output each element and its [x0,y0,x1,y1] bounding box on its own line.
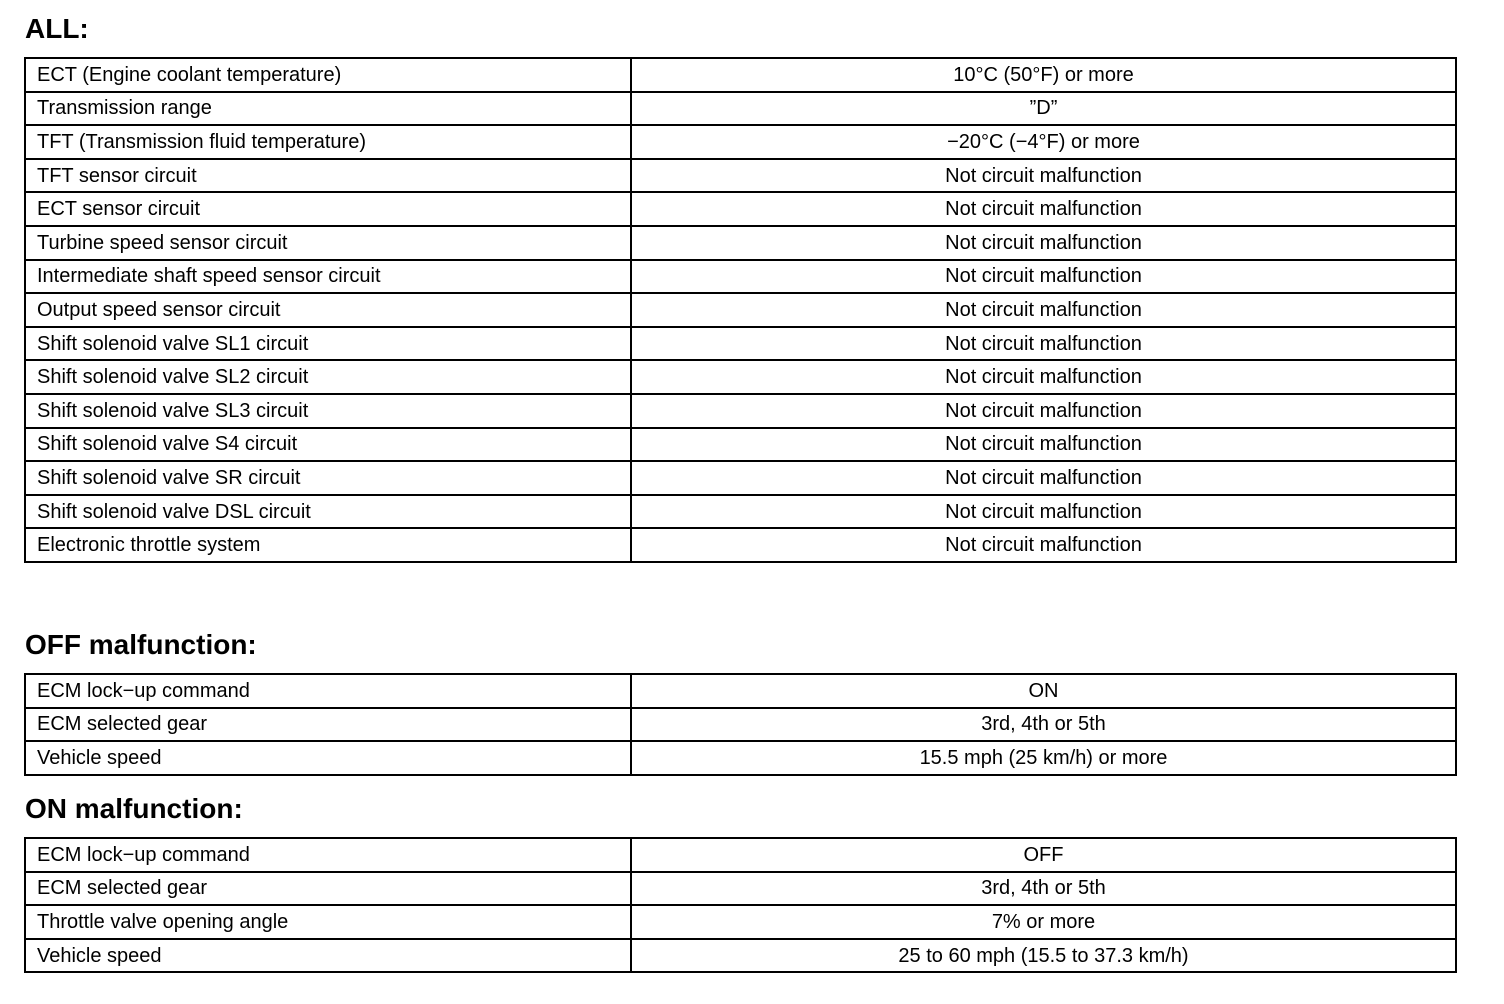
condition-label: Transmission range [25,92,631,126]
condition-label: Shift solenoid valve SL1 circuit [25,327,631,361]
table-row [25,674,1456,708]
conditions-table-off-malfunction [24,673,1457,776]
section-title-off-malfunction: OFF malfunction: [25,629,257,660]
table-row [25,428,1456,462]
condition-label: ECM lock−up command [25,838,631,872]
condition-value: Not circuit malfunction [631,159,1456,193]
table-row [25,260,1456,294]
condition-value: Not circuit malfunction [631,327,1456,361]
condition-value: Not circuit malfunction [631,360,1456,394]
condition-value: 3rd, 4th or 5th [631,872,1456,906]
table-row [25,872,1456,906]
condition-label: TFT (Transmission fluid temperature) [25,125,631,159]
condition-value: 7% or more [631,905,1456,939]
condition-value: Not circuit malfunction [631,528,1456,562]
condition-label: Turbine speed sensor circuit [25,226,631,260]
condition-label: Shift solenoid valve SL3 circuit [25,394,631,428]
table-row [25,838,1456,872]
condition-label: Shift solenoid valve S4 circuit [25,428,631,462]
condition-label: Output speed sensor circuit [25,293,631,327]
condition-label: Shift solenoid valve SL2 circuit [25,360,631,394]
conditions-table-on-malfunction [24,837,1457,973]
condition-label: Vehicle speed [25,939,631,973]
condition-value: Not circuit malfunction [631,260,1456,294]
condition-value: ”D” [631,92,1456,126]
table-row [25,159,1456,193]
condition-value: Not circuit malfunction [631,192,1456,226]
table-row [25,192,1456,226]
condition-value: 25 to 60 mph (15.5 to 37.3 km/h) [631,939,1456,973]
condition-label: TFT sensor circuit [25,159,631,193]
condition-value: Not circuit malfunction [631,495,1456,529]
table-row [25,708,1456,742]
table-row [25,327,1456,361]
condition-value: 15.5 mph (25 km/h) or more [631,741,1456,775]
table-row [25,461,1456,495]
condition-label: Shift solenoid valve DSL circuit [25,495,631,529]
condition-value: 3rd, 4th or 5th [631,708,1456,742]
condition-label: ECM selected gear [25,872,631,906]
condition-value: −20°C (−4°F) or more [631,125,1456,159]
condition-value: 10°C (50°F) or more [631,58,1456,92]
table-row [25,394,1456,428]
table-row [25,905,1456,939]
condition-label: ECM selected gear [25,708,631,742]
condition-label: ECT (Engine coolant temperature) [25,58,631,92]
condition-value: ON [631,674,1456,708]
table-row [25,293,1456,327]
condition-value: Not circuit malfunction [631,428,1456,462]
table-row [25,125,1456,159]
table-row [25,58,1456,92]
condition-label: Throttle valve opening angle [25,905,631,939]
table-row [25,939,1456,973]
table-row [25,495,1456,529]
condition-label: ECM lock−up command [25,674,631,708]
section-title-all: ALL: [25,13,89,44]
table-row [25,360,1456,394]
condition-value: Not circuit malfunction [631,461,1456,495]
table-row [25,226,1456,260]
table-row [25,528,1456,562]
section-title-on-malfunction: ON malfunction: [25,793,243,824]
table-row [25,741,1456,775]
condition-label: Vehicle speed [25,741,631,775]
conditions-table-all [24,57,1457,563]
condition-label: ECT sensor circuit [25,192,631,226]
condition-value: Not circuit malfunction [631,293,1456,327]
condition-value: Not circuit malfunction [631,394,1456,428]
condition-label: Intermediate shaft speed sensor circuit [25,260,631,294]
condition-value: Not circuit malfunction [631,226,1456,260]
condition-label: Electronic throttle system [25,528,631,562]
condition-label: Shift solenoid valve SR circuit [25,461,631,495]
table-row [25,92,1456,126]
condition-value: OFF [631,838,1456,872]
